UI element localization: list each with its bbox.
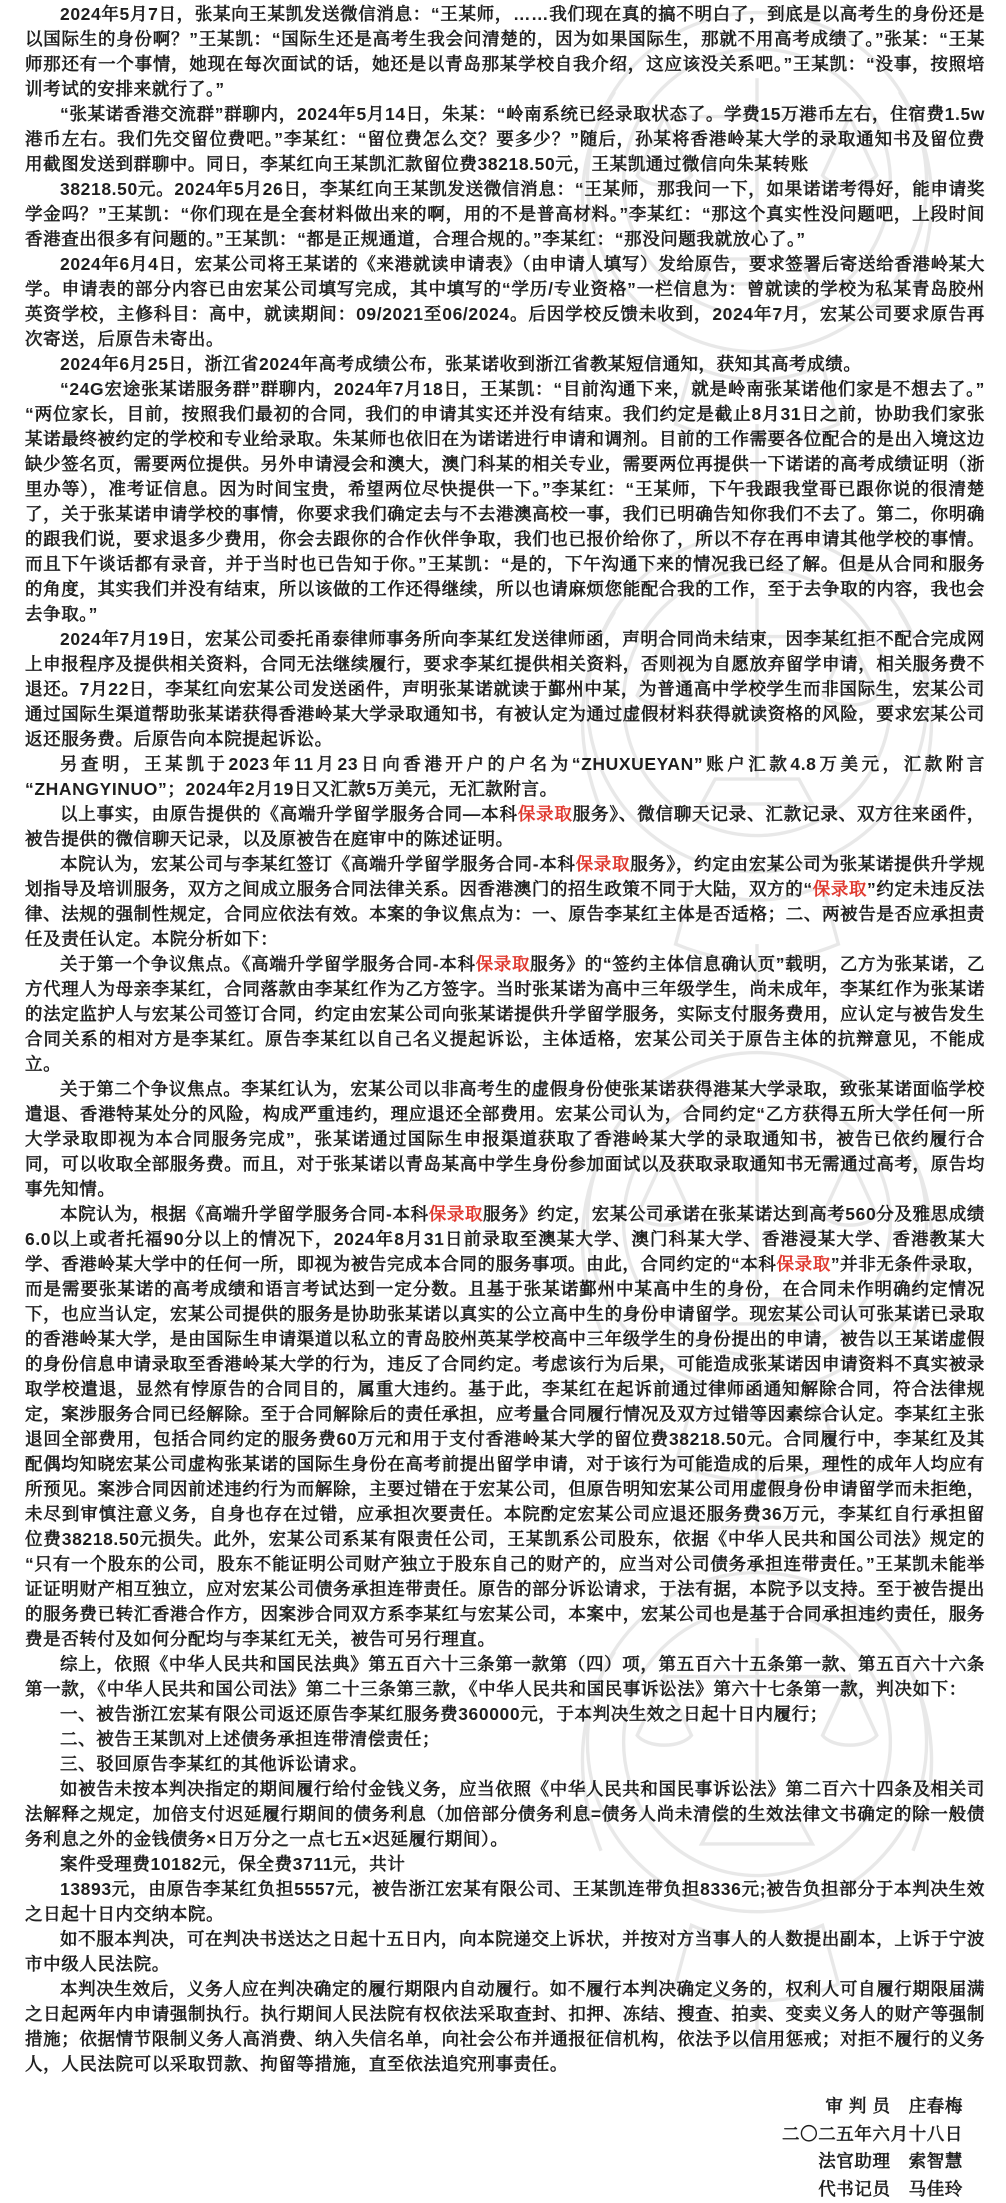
red-highlight: 保录取 — [518, 804, 573, 824]
text-segment: ”并非无条件录取，而是需要张某诺的高考成绩和语言考试达到一定分数。且基于张某诺鄞州中某高中生的身份，在合同未作明确约定情况下，也应当认定，宏某公司提供的服务是协助张某诺以真实的公立高中生的身份申请留学。现宏某公司认可张某诺已录取的香港岭某大学，是由国际生申请渠道以私立的青岛胶州英某学校高中三年级学生的身份提出的申请，被告以王某诺虚假的身份信息申请录取至香港岭某大学的行为，违反了合同约定。考虑该行为后果，可能造成张某诺因申请资料不真实被录取学校遣退，显然有悖原告的合同目的，属重大违约。基于此，李某红在起诉前通过律师函通知解除合同，符合法律规定，案涉服务合同已经解除。至于合同解除后的责任承担，应考量合同履行情况及双方过错等因素综合认定。李某红主张退回全部费用，包括合同约定的服务费60万元和用于支付香港岭某大学的留位费38218.50元。合同履行中，李某红及其配偶均知晓宏某公司虚构张某诺的国际生身份在高考前提出留学申请，对于该行为可能造成的后果，理性的成年人均应有所预见。案涉合同因前述违约行为而解除，主要过错在于宏某公司，但原告明知宏某公司用虚假身份申请留学而未拒绝，未尽到审慎注意义务，自身也存在过错，应承担次要责任。本院酌定宏某公司应退还服务费36万元，李某红自行承担留位费38218.50元损失。此外，宏某公司系某有限责任公司，王某凯系公司股东，依据《中华人民共和国公司法》规定的“只有一个股东的公司，股东不能证明公司财产独立于股东自己的财产的，应当对公司债务承担连带责任。”王某凯未能举证证明财产相互独立，应对宏某公司债务承担连带责任。原告的部分诉讼请求，于法有据，本院予以支持。至于被告提出的服务费已转汇香港合作方，因案涉合同双方系李某红与宏某公司，本案中，宏某公司也是基于合同承担违约责任，服务费是否转付及如何分配均与李某红无关，被告可另行理直。 — [25, 1254, 985, 1649]
paragraph-11 — [25, 952, 985, 1077]
text-segment: 服务》，约定由宏某公司为张某诺提供升学规划指导及培训服务，双方之间成立服务合同法律关系。因香港澳门的招生政策不同于大陆，双方的“ — [25, 854, 985, 899]
paragraph-2 — [25, 102, 985, 177]
text-segment: 案件受理费10182元，保全费3711元，共计 — [60, 1854, 405, 1874]
text-segment: 综上，依照《中华人民共和国民法典》第五百六十三条第一款第（四）项，第五百六十五条第一款、第五百六十六条第一款，《中华人民共和国公司法》第二十三条第三款，《中华人民共和国民事诉讼法》第六十七条第一款，判决如下： — [25, 1654, 985, 1699]
court-clerk-line: 代书记员 马佳玲 — [25, 2176, 963, 2203]
paragraph-22 — [25, 1977, 985, 2077]
paragraph-16 — [25, 1727, 985, 1752]
paragraph-9 — [25, 802, 985, 852]
text-segment: “24G宏途张某诺服务群”群聊内，2024年7月18日，王某凯：“目前沟通下来，就是岭南张某诺他们家是不想去了。”“两位家长，目前，按照我们最初的合同，我们的申请其实还并没有结束。我们约定是截止8月31日之前，协助我们家张某诺最终被约定的学校和专业给录取。朱某师也依旧在为诺诺进行申请和调剂。目前的工作需要各位配合的是出入境这边缺少签名页，需要两位提供。另外申请浸会和澳大，澳门科某的相关专业，需要两位再提供一下诺诺的高考成绩证明（浙里办等），准考证信息。因为时间宝贵，希望两位尽快提供一下。”李某红：“王某师，下午我跟我堂哥已跟你说的很清楚了，关于张某诺申请学校的事情，你要求我们确定去与不去港澳高校一事，我们已明确告知你我们不去了。第二，你明确的跟我们说，要求退多少费用，你会去跟你的合作伙伴争取，我们也已报价给你了，所以不存在再申请其他学校的事情。而且下午谈话都有录音，并于当时也已告知于你。”王某凯：“是的，下午沟通下来的情况我已经了解。但是从合同和服务的角度，其实我们并没有结束，所以该做的工作还得继续，所以也请麻烦您能配合我的工作，至于去争取的内容，我也会去争取。” — [25, 379, 985, 624]
paragraph-3 — [25, 177, 985, 252]
text-segment: 服务》、微信聊天记录、汇款记录、双方往来函件，被告提供的微信聊天记录，以及原被告在庭审中的陈述证明。 — [25, 804, 985, 849]
text-segment: 另查明，王某凯于2023年11月23日向香港开户的户名为“ZHUXUEYAN”账户汇款4.8万美元，汇款附言“ZHANGYINUO”；2024年2月19日又汇款5万美元，无汇款附言。 — [25, 754, 985, 799]
text-segment: 2024年5月7日，张某向王某凯发送微信消息：“王某师，……我们现在真的搞不明白了，到底是以高考生的身份还是以国际生的身份啊？”王某凯：“国际生还是高考生我会问清楚的，因为如果国际生，那就不用高考成绩了。”张某：“王某师那还有一个事情，她现在每次面试的话，她还是以青岛那某学校自我介绍，这应该没关系吧。”王某凯：“没事，按照培训考试的安排来就行了。” — [25, 4, 985, 99]
judge-assistant-line: 法官助理 索智慧 — [25, 2148, 963, 2176]
paragraph-6 — [25, 377, 985, 627]
paragraph-13 — [25, 1202, 985, 1652]
text-segment: ”约定未违反法律、法规的强制性规定，合同应依法有效。本案的争议焦点为：一、原告李某红主体是否适格；二、两被告是否应承担责任及责任认定。本院分析如下： — [25, 879, 985, 949]
text-segment: 服务》约定，宏某公司承诺在张某诺达到高考560分及雅思成绩6.0以上或者托福90分以上的情况下，2024年8月31日前录取至澳某大学、澳门科某大学、香港浸某大学、香港教某大学、香港岭某大学中的任何一所，即视为被告完成本合同的服务事项。由此，合同约定的“本科 — [25, 1204, 985, 1274]
red-highlight: 保录取 — [476, 954, 531, 974]
red-highlight: 保录取 — [777, 1254, 831, 1274]
text-segment: 三、驳回原告李某红的其他诉讼请求。 — [60, 1754, 368, 1774]
paragraph-17 — [25, 1752, 985, 1777]
paragraph-20 — [25, 1877, 985, 1927]
paragraph-14 — [25, 1652, 985, 1702]
paragraph-19 — [25, 1852, 985, 1877]
document-body — [25, 2, 985, 2077]
red-highlight: 保录取 — [813, 879, 867, 899]
text-segment: 二、被告王某凯对上述债务承担连带清偿责任； — [60, 1729, 440, 1749]
text-segment: 本院认为，根据《高端升学留学服务合同-本科 — [60, 1204, 429, 1224]
text-segment: “张某诺香港交流群”群聊内，2024年5月14日，朱某：“岭南系统已经录取状态了。学费15万港币左右，住宿费1.5w港币左右。我们先交留位费吧。”李某红：“留位费怎么交？要多少？”随后，孙某将香港岭某大学的录取通知书及留位费用截图发送到群聊中。同日，李某红向王某凯汇款留位费38218.50元，王某凯通过微信向朱某转账 — [25, 104, 985, 174]
text-segment: 2024年6月4日，宏某公司将王某诺的《来港就读申请表》（由申请人填写）发给原告，要求签署后寄送给香港岭某大学。申请表的部分内容已由宏某公司填写完成，其中填写的“学历/专业资格”一栏信息为：曾就读的学校为私某青岛胶州英资学校，主修科目：高中，就读期间：09/2021至06/2024。后因学校反馈未收到，2024年7月，宏某公司要求原告再次寄送，后原告未寄出。 — [25, 254, 985, 349]
paragraph-8 — [25, 752, 985, 802]
judge-name-line: 审 判 员 庄春梅 — [25, 2093, 963, 2121]
text-segment: 38218.50元。2024年5月26日，李某红向王某凯发送微信消息：“王某师，那我问一下，如果诺诺考得好，能申请奖学金吗？”王某凯：“你们现在是全套材料做出来的啊，用的不是普高材料。”李某红：“那这个真实性没问题吧，上段时间香港查出很多有问题的。”王某凯：“都是正规通道，合理合规的。”李某红：“那没问题我就放心了。” — [25, 179, 985, 249]
text-segment: 本院认为，宏某公司与李某红签订《高端升学留学服务合同-本科 — [60, 854, 576, 874]
text-segment: 服务》的“签约主体信息确认页”载明，乙方为张某诺，乙方代理人为母亲李某红，合同落款由李某红作为乙方签字。当时张某诺为高中三年级学生，尚未成年，李某红作为张某诺的法定监护人与宏某公司签订合同，约定由宏某公司向张某诺提供升学留学服务，实际支付服务费用，应认定与被告发生合同关系的相对方是李某红。原告李某红以自己名义提起诉讼，主体适格，宏某公司关于原告主体的抗辩意见，不能成立。 — [25, 954, 985, 1074]
signature-block — [25, 2093, 985, 2203]
paragraph-21 — [25, 1927, 985, 1977]
paragraph-10 — [25, 852, 985, 952]
text-segment: 2024年7月19日，宏某公司委托甬泰律师事务所向李某红发送律师函，声明合同尚未结束，因李某红拒不配合完成网上申报程序及提供相关资料，合同无法继续履行，要求李某红提供相关资料，否则视为自愿放弃留学申请，相关服务费不退还。7月22日，李某红向宏某公司发送函件，声明张某诺就读于鄞州中某，为普通高中学校学生而非国际生，宏某公司通过国际生渠道帮助张某诺获得香港岭某大学录取通知书，有被认定为通过虚假材料获得就读资格的风险，要求宏某公司返还服务费。后原告向本院提起诉讼。 — [25, 629, 985, 749]
text-segment: 以上事实，由原告提供的《高端升学留学服务合同—本科 — [60, 804, 518, 824]
paragraph-4 — [25, 252, 985, 352]
text-segment: 本判决生效后，义务人应在判决确定的履行期限内自动履行。如不履行本判决确定义务的，权利人可自履行期限届满之日起两年内申请强制执行。执行期间人民法院有权依法采取查封、扣押、冻结、搜查、拍卖、变卖义务人的财产等强制措施；依据情节限制义务人高消费、纳入失信名单，向社会公布并通报征信机构，依法予以信用惩戒；对拒不履行的义务人，人民法院可以采取罚款、拘留等措施，直至依法追究刑事责任。 — [25, 1979, 985, 2074]
paragraph-18 — [25, 1777, 985, 1852]
red-highlight: 保录取 — [576, 854, 631, 874]
text-segment: 如不服本判决，可在判决书送达之日起十五日内，向本院递交上诉状，并按对方当事人的人数提出副本，上诉于宁波市中级人民法院。 — [25, 1929, 985, 1974]
paragraph-1 — [25, 2, 985, 102]
text-segment: 如被告未按本判决指定的期间履行给付金钱义务，应当依照《中华人民共和国民事诉讼法》第二百六十四条及相关司法解释之规定，加倍支付迟延履行期间的债务利息（加倍部分债务利息=债务人尚未清偿的生效法律文书确定的除一般债务利息之外的金钱债务×日万分之一点七五×迟延履行期间）。 — [25, 1779, 985, 1849]
paragraph-5 — [25, 352, 985, 377]
paragraph-12 — [25, 1077, 985, 1202]
judgment-document — [25, 2, 985, 2203]
paragraph-7 — [25, 627, 985, 752]
paragraph-15 — [25, 1702, 985, 1727]
text-segment: 一、被告浙江宏某有限公司返还原告李某红服务费360000元，于本判决生效之日起十日内履行； — [60, 1704, 828, 1724]
text-segment: 2024年6月25日，浙江省2024年高考成绩公布，张某诺收到浙江省教某短信通知，获知其高考成绩。 — [60, 354, 861, 374]
red-highlight: 保录取 — [429, 1204, 483, 1224]
text-segment: 关于第一个争议焦点。《高端升学留学服务合同-本科 — [60, 954, 476, 974]
text-segment: 关于第二个争议焦点。李某红认为，宏某公司以非高考生的虚假身份使张某诺获得港某大学录取，致张某诺面临学校遣退、香港特某处分的风险，构成严重违约，理应退还全部费用。宏某公司认为，合同约定“乙方获得五所大学任何一所大学录取即视为本合同服务完成”，张某诺通过国际生申报渠道获取了香港岭某大学的录取通知书，被告已依约履行合同，可以收取全部服务费。而且，对于张某诺以青岛某高中学生身份参加面试以及获取录取通知书无需通过高考，原告均事先知情。 — [25, 1079, 985, 1199]
text-segment: 13893元，由原告李某红负担5557元，被告浙江宏某有限公司、王某凯连带负担8336元;被告负担部分于本判决生效之日起十日内交纳本院。 — [25, 1879, 985, 1924]
judgment-date-line: 二〇二五年六月十八日 — [25, 2121, 963, 2149]
